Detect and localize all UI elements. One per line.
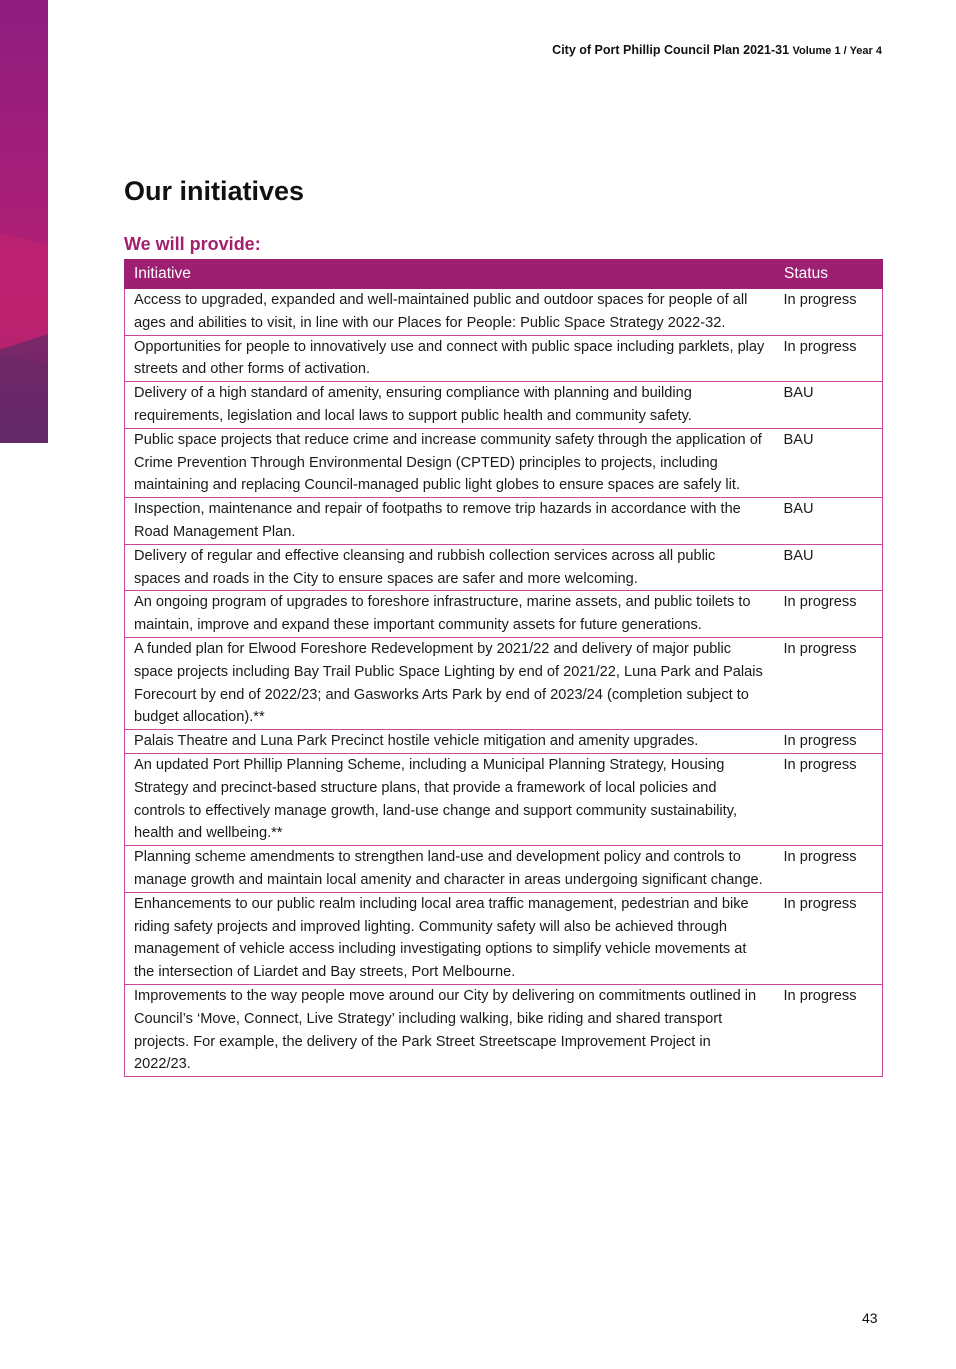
section-subheading: We will provide:	[124, 234, 261, 254]
status-cell: In progress	[775, 984, 883, 1076]
page-number: 43	[862, 1310, 878, 1326]
status-cell: BAU	[775, 498, 883, 545]
initiative-cell: Planning scheme amendments to strengthen land-use and development policy and controls to manage growth and maintain local amenity and character in areas undergoing significant change.	[125, 846, 775, 893]
initiative-cell: Access to upgraded, expanded and well-maintained public and outdoor spaces for people of all ages and abilities to visit, in line with our Places for People: Public Space Strategy 2022-32.	[125, 289, 775, 336]
initiative-cell: Enhancements to our public realm including local area traffic management, pedestrian and bike riding safety projects and improved lighting. Community safety will also be achieved through management of vehicle access including investigating options to simplify vehicle movements at the intersection of Liardet and Bay streets, Port Melbourne.	[125, 892, 775, 984]
status-cell: In progress	[775, 753, 883, 845]
header-volume: Volume 1 / Year 4	[792, 45, 882, 57]
status-cell: BAU	[775, 428, 883, 497]
status-cell: BAU	[775, 544, 883, 591]
header-title: City of Port Phillip Council Plan 2021-31	[552, 43, 790, 57]
status-cell: BAU	[775, 382, 883, 429]
decorative-side-band	[0, 0, 48, 443]
table-row	[125, 846, 883, 893]
initiative-cell: Opportunities for people to innovatively use and connect with public space including parklets, play streets and other forms of activation.	[125, 335, 775, 382]
status-cell: In progress	[775, 591, 883, 638]
initiative-cell: Delivery of regular and effective cleansing and rubbish collection services across all public spaces and roads in the City to ensure spaces are safer and more welcoming.	[125, 544, 775, 591]
status-cell: In progress	[775, 892, 883, 984]
status-cell: In progress	[775, 730, 883, 754]
table-row	[125, 892, 883, 984]
column-header-status: Status	[775, 260, 883, 289]
table-row	[125, 544, 883, 591]
table-row	[125, 498, 883, 545]
initiative-cell: Palais Theatre and Luna Park Precinct hostile vehicle mitigation and amenity upgrades.	[125, 730, 775, 754]
table-row	[125, 984, 883, 1076]
table-row	[125, 428, 883, 497]
table-row	[125, 591, 883, 638]
initiatives-table	[124, 259, 883, 1077]
status-cell: In progress	[775, 846, 883, 893]
running-header	[552, 43, 882, 57]
table-row	[125, 335, 883, 382]
table-row	[125, 382, 883, 429]
table-row	[125, 753, 883, 845]
initiative-cell: An ongoing program of upgrades to foreshore infrastructure, marine assets, and public toilets to maintain, improve and expand these important community assets for future generations.	[125, 591, 775, 638]
initiative-cell: Inspection, maintenance and repair of footpaths to remove trip hazards in accordance with the Road Management Plan.	[125, 498, 775, 545]
initiative-cell: Improvements to the way people move around our City by delivering on commitments outlined in Council’s ‘Move, Connect, Live Strategy’ including walking, bike riding and shared transport projects. For example, the delivery of the Park Street Streetscape Improvement Project in 2022/23.	[125, 984, 775, 1076]
initiative-cell: A funded plan for Elwood Foreshore Redevelopment by 2021/22 and delivery of major public space projects including Bay Trail Public Space Lighting by end of 2021/22, Luna Park and Palais Forecourt by end of 2022/23; and Gasworks Arts Park by end of 2023/24 (completion subject to budget allocation).**	[125, 637, 775, 729]
status-cell: In progress	[775, 637, 883, 729]
initiative-cell: Public space projects that reduce crime and increase community safety through the application of Crime Prevention Through Environmental Design (CPTED) principles to projects, including maintaining and replacing Council-managed public light globes to ensure spaces are safely lit.	[125, 428, 775, 497]
initiative-cell: Delivery of a high standard of amenity, ensuring compliance with planning and building requirements, legislation and local laws to support public health and community safety.	[125, 382, 775, 429]
status-cell: In progress	[775, 289, 883, 336]
table-row	[125, 289, 883, 336]
table-row	[125, 637, 883, 729]
initiative-cell: An updated Port Phillip Planning Scheme, including a Municipal Planning Strategy, Housing Strategy and precinct-based structure plans, that provide a framework of local policies and controls to effectively manage growth, land-use change and support community sustainability, health and wellbeing.**	[125, 753, 775, 845]
table-row	[125, 730, 883, 754]
status-cell: In progress	[775, 335, 883, 382]
table-header-row	[125, 260, 883, 289]
column-header-initiative: Initiative	[125, 260, 775, 289]
page-title: Our initiatives	[124, 176, 305, 206]
